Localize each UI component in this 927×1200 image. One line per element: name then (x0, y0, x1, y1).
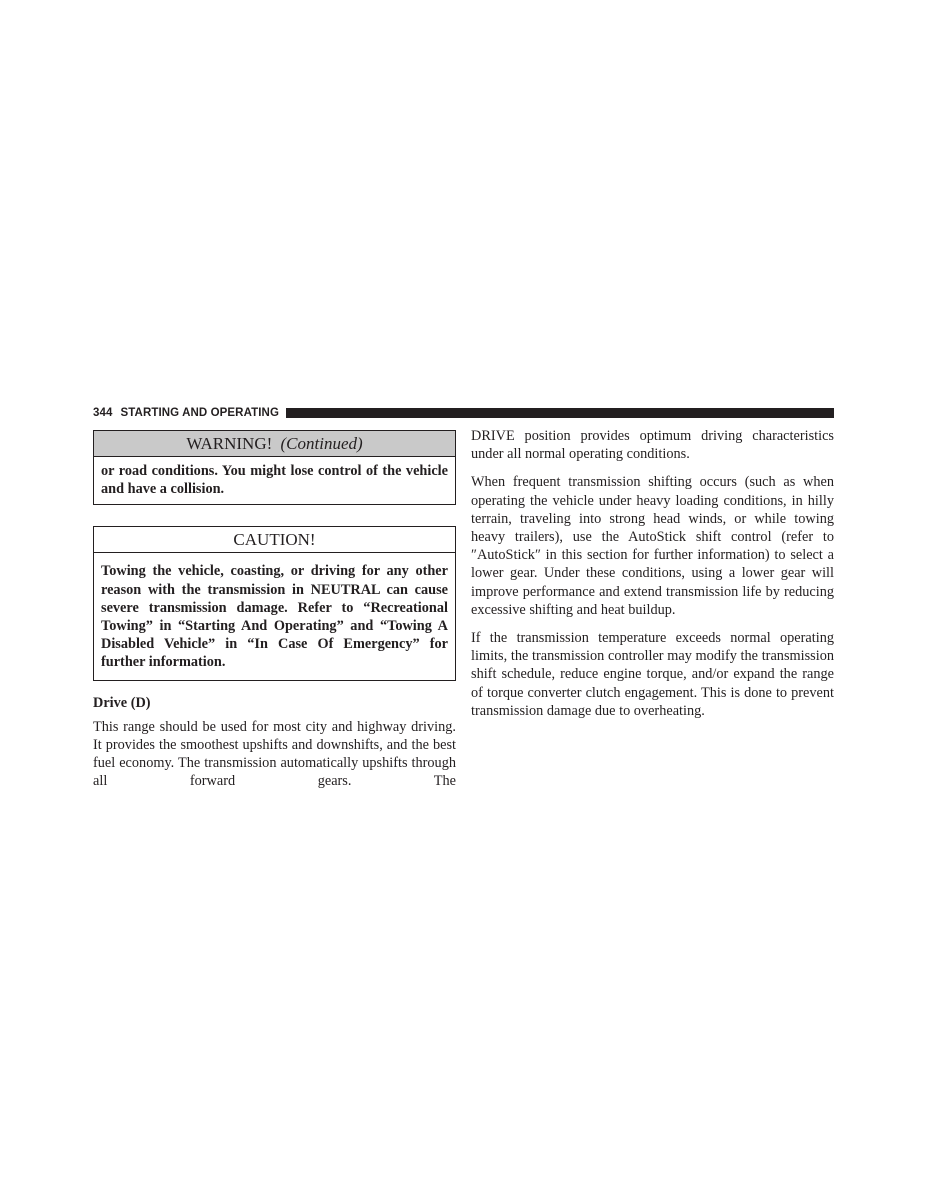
caution-box (93, 526, 456, 680)
drive-paragraph-1-end: DRIVE position provides optimum driving characteristics under all normal operating conditions. (471, 428, 834, 463)
section-title: STARTING AND OPERATING (120, 407, 280, 419)
drive-paragraph-3: If the transmission temperature exceeds normal operating limits, the transmission controller may modify the transmission shift schedule, reduce engine torque, and/or expand the range of torque converter clutch engagement. This is done to prevent transmission damage due to overheating. (471, 630, 834, 719)
drive-heading: Drive (D) (93, 694, 151, 711)
warning-body: or road conditions. You might lose control of the vehicle and have a collision. (101, 463, 448, 498)
right-column (471, 427, 834, 730)
left-column (93, 430, 456, 800)
caution-body: Towing the vehicle, coasting, or driving for any other reason with the transmission in NEUTRAL can cause severe transmission damage. Refer to “Recreational Towing” in “Starting And Operating” and “Towing A Disabled Vehicle” in “In Case Of Emergency” for further information. (101, 563, 448, 671)
warning-title: WARNING! (186, 434, 273, 453)
drive-paragraph-2: When frequent transmission shifting occurs (such as when operating the vehicle under heavy loading conditions, in hilly terrain, traveling into strong head winds, or while towing heavy trailers), use the AutoStick shift control (refer to ″AutoStick″ in this section for further information) to select a lower gear. Under these conditions, using a lower gear will improve performance and extend transmission life by reducing excessive shifting and heat buildup. (471, 474, 834, 618)
warning-box (93, 430, 456, 505)
header-rule (286, 408, 834, 418)
warning-title-bar (94, 431, 455, 457)
page-number: 344 (93, 407, 113, 419)
warning-continued-label: (Continued) (280, 434, 363, 453)
drive-paragraph-1-start: This range should be used for most city and highway driving. It provides the smoothest upshifts and downshifts, and the best fuel economy. The transmission automatically upshifts through all forward gears. The (93, 718, 456, 790)
caution-title: CAUTION! (94, 527, 455, 553)
page-header (93, 405, 834, 421)
